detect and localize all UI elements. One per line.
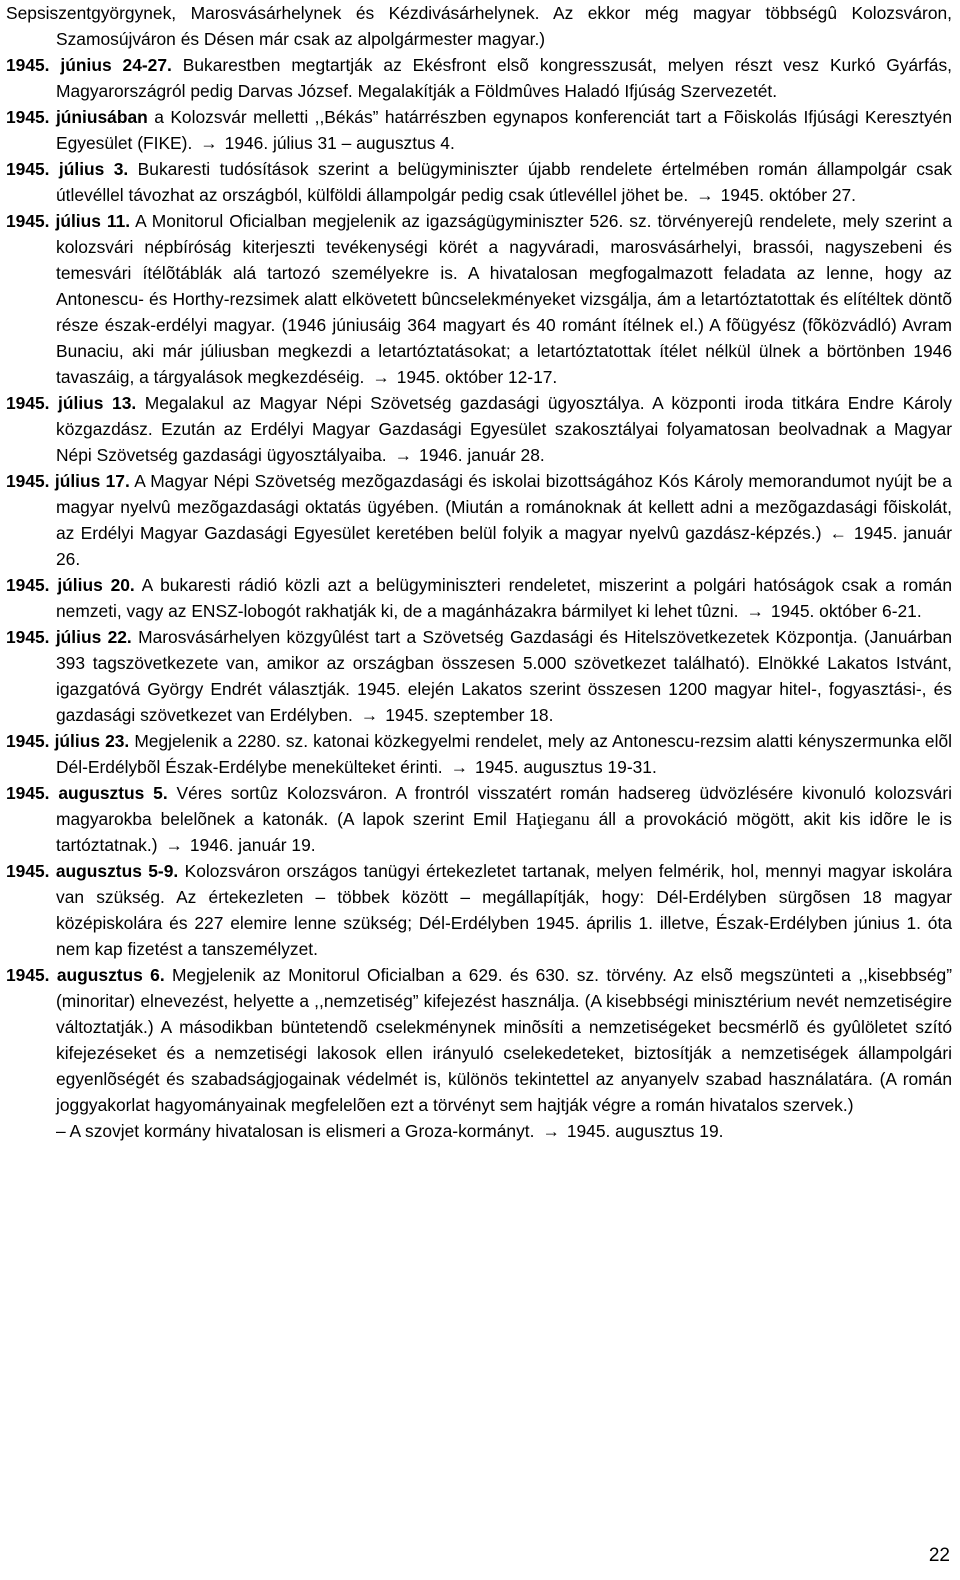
chronology-entry xyxy=(6,780,952,858)
entry-text: – A szovjet kormány hivatalosan is elismeri a Groza-kormányt. xyxy=(56,1121,535,1141)
entry-name: Haţieganu xyxy=(515,809,590,829)
entry-text: Kolozsváron országos tanügyi értekezletet tartanak, melyen felmérik, hol, mennyi magyar iskolára van szükség. Az értekezleten – többek között – megállapítják, hogy: Dél-Erdélyben sürgõsen 18 magyar középiskolára és 227 elemire lenne szükség; Dél-Erdélyben 1945. április 1. illetve, Észak-Erdélyben június 1. óta nem kap fizetést a tanszemélyzet. xyxy=(56,861,952,959)
chronology-entry xyxy=(6,624,952,728)
entry-date: 1945. júniusában xyxy=(6,107,148,127)
chronology-entry xyxy=(6,104,952,156)
entry-date: 1945. augusztus 6. xyxy=(6,965,165,985)
chronology-entry xyxy=(6,208,952,390)
entry-date: 1945. június 24-27. xyxy=(6,55,172,75)
entry-text: A bukaresti rádió közli azt a belügyminiszteri rendeletet, miszerint a polgári hatóságok csak a román nemzeti, vagy az ENSZ-lobogót rakhatják ki, de a magánházakra bármilyet ki lehet tûzni. xyxy=(56,575,952,621)
forward-reference-arrow-icon: → xyxy=(542,1121,560,1141)
entry-text: Megjelenik a 2280. sz. katonai közkegyelmi rendelet, mely az Antonescu-rezsim alatti kényszermunka elõl Dél-Erdélybõl Észak-Erdélybe menekülteket érinti. xyxy=(56,731,952,777)
entry-date: 1945. augusztus 5-9. xyxy=(6,861,179,881)
cross-reference-date: 1945. szeptember 18. xyxy=(385,705,554,725)
cross-reference-date: 1945. augusztus 19. xyxy=(566,1121,724,1141)
chronology-entry xyxy=(6,572,952,624)
entry-text: Bukarestben megtartják az Ekésfront elsõ kongresszusát, melyen részt vesz Kurkó Gyárfás, Magyarországról pedig Darvas József. Megalakítják a Földmûves Haladó Ifjúság Szervezetét. xyxy=(56,55,953,101)
entry-text: a Kolozsvár melletti ,,Békás” határrészben egynapos konferenciát tart a Fõiskolás Ifjúsági Keresztyén Egyesület (FIKE). xyxy=(56,107,952,153)
forward-reference-arrow-icon: → xyxy=(372,367,390,387)
forward-reference-arrow-icon: → xyxy=(394,445,413,465)
forward-reference-arrow-icon: → xyxy=(200,133,218,153)
chronology-entry xyxy=(6,156,952,208)
cross-reference-date: 1945. október 27. xyxy=(720,185,856,205)
chronology-entry xyxy=(6,0,952,52)
entry-date: 1945. július 13. xyxy=(6,393,137,413)
chronology-entry xyxy=(6,1118,952,1144)
entry-text: A Magyar Népi Szövetség mezõgazdasági és iskolai bizottságához Kós Károly memorandumot nyújt be a magyar nyelvû mezõgazdasági oktatás ügyében. (Miután a románoknak át kellett adni a mezõgazdasági fõiskolát, az Erdélyi Magyar Gazdasági Egyesület keretében belül folyik a magyar nyelvû gazdász-képzés.) xyxy=(56,471,952,543)
entry-date: 1945. augusztus 5. xyxy=(6,783,168,803)
entry-text: Megjelenik az Monitorul Oficialban a 629. és 630. sz. törvény. Az elsõ megszünteti a ,,kisebbség” (minoritar) elnevezést, helyette a ,,nemzetiség” kifejezést használja. (A kisebbségi minisztérium nevét nemzetiségire változtatják.) A másodikban büntetendõ cselekménynek minõsíti a nemzetiségeket becsmérlõ és gyûlöletet szító kifejezéseket és a nemzetiségi lakosok ellen irányuló cselekedeteket, biztosítják a nemzetiségek állampolgári egyenlõségét és szabadságjogainak védelmét is, különös tekintettel az anyanyelv szabad használatára. (A román joggyakorlat hagyományainak megfelelõen ezt a törvényt sem hajtják végre a román hivatalos szervek.) xyxy=(56,965,952,1115)
chronology-entry xyxy=(6,962,952,1118)
cross-reference-date: 1946. január 28. xyxy=(419,445,545,465)
cross-reference-date: 1945. január 26. xyxy=(56,523,952,569)
cross-reference-date: 1946. január 19. xyxy=(189,835,316,855)
entry-date: 1945. július 22. xyxy=(6,627,132,647)
entry-date: 1945. július 17. xyxy=(6,471,130,491)
cross-reference-date: 1945. október 12-17. xyxy=(396,367,558,387)
cross-reference-date: 1946. július 31 – augusztus 4. xyxy=(224,133,455,153)
entry-text: Bukaresti tudósítások szerint a belügyminiszter újabb rendelete értelmében román állampolgár csak útlevéllel távozhat az országból, külföldi állampolgár pedig csak útlevéllel jöhet be. xyxy=(56,159,952,205)
forward-reference-arrow-icon: → xyxy=(746,601,764,621)
page-number: 22 xyxy=(928,1545,950,1566)
entry-text: A Monitorul Oficialban megjelenik az igazságügyminiszter 526. sz. törvényerejû rendelete, mely szerint a kolozsvári népbíróság kiterjeszti tevékenységi körét a nagyváradi, marosvásárhelyi, brassói, nagyszebeni és temesvári ítélõtáblák alá tartozó személyekre is. A hivatalosan megfogalmazott feladata az lenne, hogy az Antonescu- és Horthy-rezsimek alatt elkövetett bûncselekményeket vizsgálja, ám a letartóztatottak és elítéltek döntõ része észak-erdélyi magyar. (1946 júniusáig 364 magyart és 40 románt ítélnek el.) A fõügyész (fõközvádló) Avram Bunaciu, aki már júliusban megkezdi a letartóztatásokat; a letartóztatottak ítélet nélkül ülnek a börtönben 1946 tavaszáig, a tárgyalások megkezdéséig. xyxy=(56,211,952,387)
cross-reference-date: 1945. augusztus 19-31. xyxy=(475,757,657,777)
chronology-entry xyxy=(6,858,952,962)
entry-date: 1945. július 3. xyxy=(6,159,129,179)
chronology-entry xyxy=(6,390,952,468)
forward-reference-arrow-icon: → xyxy=(450,757,469,777)
forward-reference-arrow-icon: → xyxy=(165,835,183,855)
entry-text: áll a provokáció mögött, akit kis idõre le is tartóztatnak.) xyxy=(56,809,952,855)
entry-date: 1945. július 20. xyxy=(6,575,135,595)
entry-text: Megalakul az Magyar Népi Szövetség gazdasági ügyosztálya. A központi iroda titkára Endre Károly közgazdász. Ezután az Erdélyi Magyar Gazdasági Egyesület szakosztályai folyamatosan beolvadnak a Magyar Népi Szövetség gazdasági ügyosztályaiba. xyxy=(56,393,952,465)
forward-reference-arrow-icon: → xyxy=(360,705,379,725)
entry-date: 1945. július 23. xyxy=(6,731,130,751)
chronology-entry xyxy=(6,468,952,572)
cross-reference-date: 1945. október 6-21. xyxy=(770,601,922,621)
back-reference-arrow-icon: ← xyxy=(829,523,847,543)
entry-text: Sepsiszentgyörgynek, Marosvásárhelynek és Kézdivásárhelynek. Az ekkor még magyar többségû Kolozsváron, Szamosújváron és Désen már csak az alpolgármester magyar.) xyxy=(6,3,952,49)
chronology-entry xyxy=(6,52,952,104)
entry-text: Marosvásárhelyen közgyûlést tart a Szövetség Gazdasági és Hitelszövetkezetek Központja. (Januárban 393 tagszövetkezete van, amikor az országban összesen 5.000 szövetkezet található). Elnökké Lakatos Istvánt, igazgatóvá György Endrét választják. 1945. elején Lakatos szerint összesen 1200 magyar hitel-, fogyasztási-, és gazdasági szövetkezet van Erdélyben. xyxy=(56,627,952,725)
entry-date: 1945. július 11. xyxy=(6,211,131,231)
entry-text: Véres sortûz Kolozsváron. A frontról visszatért román hadsereg üdvözlésére kivonuló kolozsvári magyarokba belelõnek a katonák. (A lapok szerint Emil xyxy=(56,783,952,829)
chronology-entry xyxy=(6,728,952,780)
forward-reference-arrow-icon: → xyxy=(696,185,714,205)
